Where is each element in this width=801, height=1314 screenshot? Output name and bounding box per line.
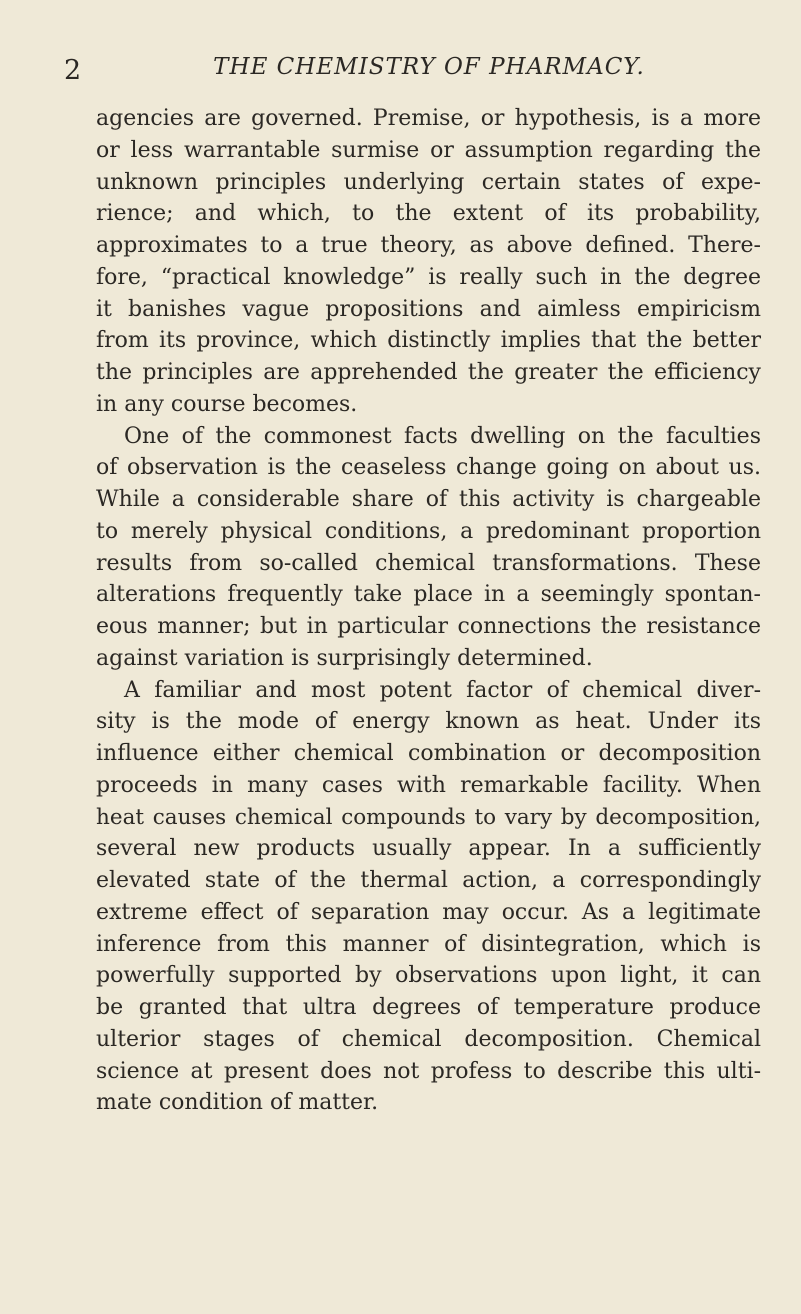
text-line: to merely physical conditions, a predominant proportion	[96, 518, 761, 544]
text-line: influence either chemical combination or decomposition	[96, 741, 761, 766]
text-line: One of the commonest facts dwelling on the faculties	[124, 423, 761, 449]
text-line: it banishes vague propositions and aimless empiricism	[96, 296, 761, 322]
text-line: heat causes chemical compounds to vary by decomposition,	[96, 804, 761, 830]
text-line: elevated state of the thermal action, a correspondingly	[96, 868, 761, 893]
paragraph-1	[96, 103, 761, 421]
page-header	[64, 52, 770, 92]
text-line: While a considerable share of this activity is chargeable	[96, 487, 761, 512]
page-number: 2	[64, 55, 82, 86]
text-line: ulterior stages of chemical decomposition. Chemical	[96, 1026, 761, 1052]
text-line: unknown principles underlying certain states of expe-	[96, 169, 761, 195]
text-line: mate condition of matter.	[96, 1090, 379, 1116]
text-line: the principles are apprehended the greater the efficiency	[96, 360, 761, 385]
text-line: in any course becomes.	[96, 391, 358, 417]
text-line: or less warrantable surmise or assumption regarding the	[96, 137, 761, 163]
text-line: alterations frequently take place in a seemingly spontan-	[96, 582, 761, 608]
text-line: agencies are governed. Premise, or hypothesis, is a more	[96, 106, 761, 131]
paragraph-3	[96, 675, 761, 1120]
running-head: THE CHEMISTRY OF PHARMACY.	[213, 54, 645, 80]
text-line: of observation is the ceaseless change going on about us.	[96, 455, 761, 481]
text-line: approximates to a true theory, as above defined. There-	[96, 233, 761, 258]
paragraph-2	[96, 421, 761, 675]
text-line: results from so-called chemical transformations. These	[96, 550, 761, 576]
text-line: against variation is surprisingly determined.	[96, 645, 593, 671]
text-line: several new products usually appear. In a sufficiently	[96, 836, 761, 862]
text-line: fore, “practical knowledge” is really such in the degree	[96, 264, 761, 290]
text-line: proceeds in many cases with remarkable facility. When	[96, 772, 761, 798]
text-line: eous manner; but in particular connections the resistance	[96, 614, 761, 639]
body-text	[96, 103, 761, 1119]
text-line: rience; and which, to the extent of its probability,	[96, 201, 761, 227]
text-line: powerfully supported by observations upon light, it can	[96, 963, 761, 989]
text-line: inference from this manner of disintegration, which is	[96, 931, 761, 957]
text-line: A familiar and most potent factor of chemical diver-	[124, 677, 761, 703]
text-line: extreme effect of separation may occur. As a legitimate	[96, 899, 761, 925]
text-line: sity is the mode of energy known as heat. Under its	[96, 709, 761, 735]
text-line: be granted that ultra degrees of temperature produce	[96, 995, 761, 1020]
text-line: from its province, which distinctly implies that the better	[96, 328, 761, 354]
text-line: science at present does not profess to describe this ulti-	[96, 1058, 761, 1084]
